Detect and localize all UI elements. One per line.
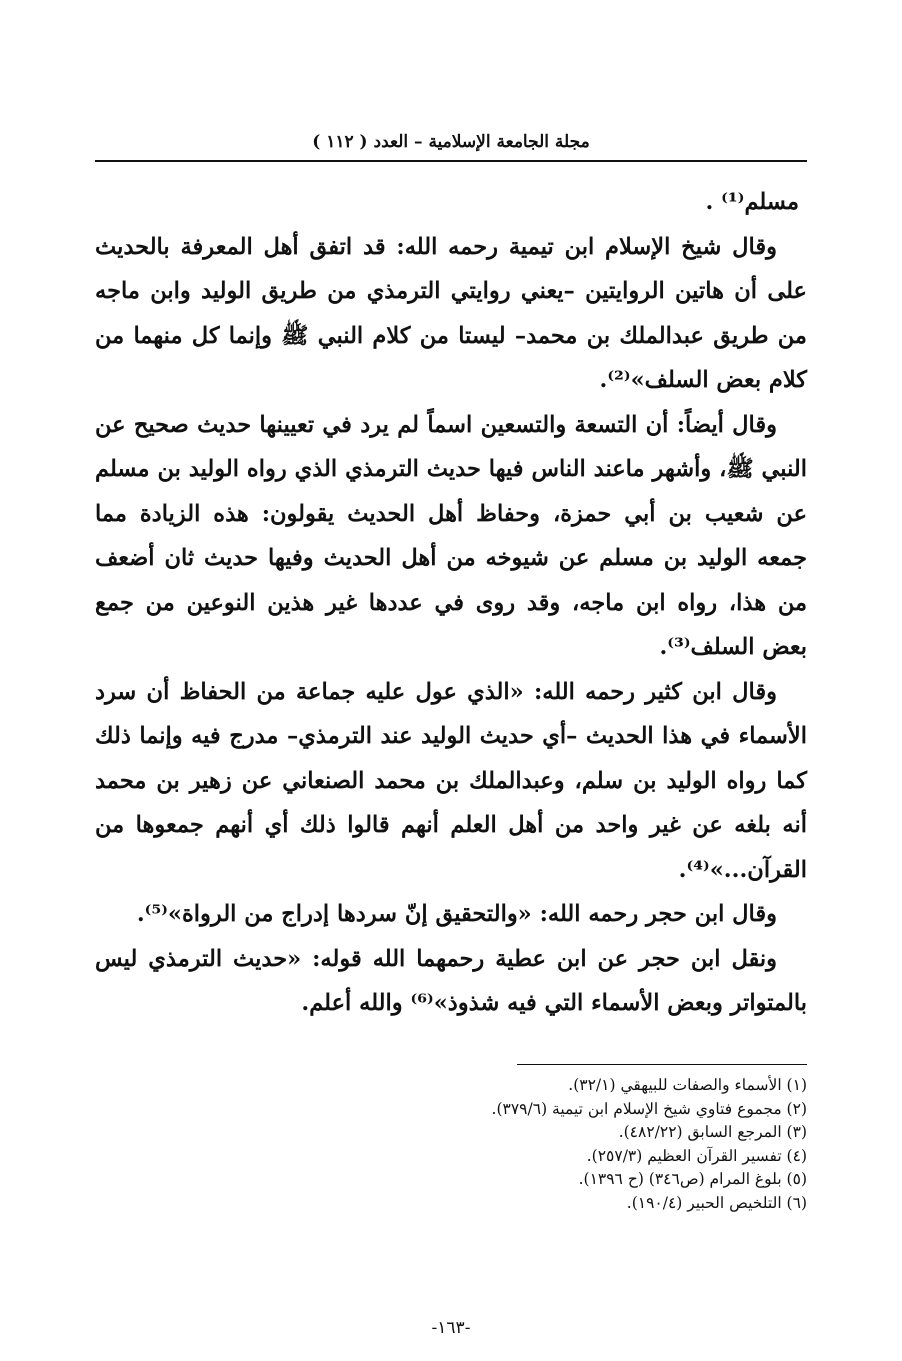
main-text xyxy=(95,180,807,1026)
paragraph-2: وقال شيخ الإسلام ابن تيمية رحمه الله: قد اتفق أهل المعرفة بالحديث على أن هاتين الروايتين –يعني روايتي الترمذي من طريق الوليد وابن ماجه من طريق عبدالملك بن محمد– ليستا من كلام النبي ﷺ وإنما كل منهما من كلام بعض السلف»⁽²⁾. xyxy=(95,233,807,393)
page-number: -١٦٣- xyxy=(431,1318,471,1338)
paragraph-1: مسلم⁽¹⁾ . xyxy=(705,189,799,215)
footnote-divider xyxy=(517,1064,807,1065)
paragraph-3: وقال أيضاً: أن التسعة والتسعين اسماً لم يرد في تعيينها حديث صحيح عن النبي ﷺ، وأشهر ماعند الناس فيها حديث الترمذي الذي رواه الوليد بن مسلم عن شعيب بن أبي حمزة، وحفاظ أهل الحديث يقولون: هذه الزيادة مما جمعه الوليد بن مسلم عن شيوخه من أهل الحديث وفيها حديث ثان أضعف من هذا، رواه ابن ماجه، وقد روى في عددها غير هذين النوعين من جمع بعض السلف⁽³⁾. xyxy=(95,411,807,660)
footnote-1: (١) الأسماء والصفات للبيهقي (٣٢/١). xyxy=(568,1076,807,1094)
footnote-3: (٣) المرجع السابق (٤٨٢/٢٢). xyxy=(618,1123,807,1141)
paragraph-6: ونقل ابن حجر عن ابن عطية رحمهما الله قوله: «حديث الترمذي ليس بالمتواتر وبعض الأسماء التي فيه شذوذ»⁽⁶⁾ والله أعلم. xyxy=(95,945,807,1016)
paragraph-4: وقال ابن كثير رحمه الله: «الذي عول عليه جماعة من الحفاظ أن سرد الأسماء في هذا الحديث –أي حديث الوليد عند الترمذي– مدرج فيه وإنما ذلك كما رواه الوليد بن سلم، وعبدالملك بن محمد الصنعاني عن زهير بن محمد أنه بلغه عن غير واحد من أهل العلم أنهم قالوا ذلك أي أنهم جمعوها من القرآن...»⁽⁴⁾. xyxy=(95,678,807,883)
footnote-4: (٤) تفسير القرآن العظيم (٢٥٧/٣). xyxy=(586,1146,807,1165)
footnote-2: (٢) مجموع فتاوي شيخ الإسلام ابن تيمية (٣٧٩/٦). xyxy=(491,1099,807,1118)
footnote-6: (٦) التلخيص الحبير (١٩٠/٤). xyxy=(626,1193,807,1212)
footnotes xyxy=(95,1074,807,1215)
running-header: مجلة الجامعة الإسلامية – العدد ( ١١٢ ) xyxy=(95,124,807,162)
footnote-5: (٥) بلوغ المرام (ص٣٤٦) (ح ١٣٩٦). xyxy=(578,1170,807,1188)
paragraph-5: وقال ابن حجر رحمه الله: «والتحقيق إنّ سردها إدراج من الرواة»⁽⁵⁾. xyxy=(136,901,777,927)
